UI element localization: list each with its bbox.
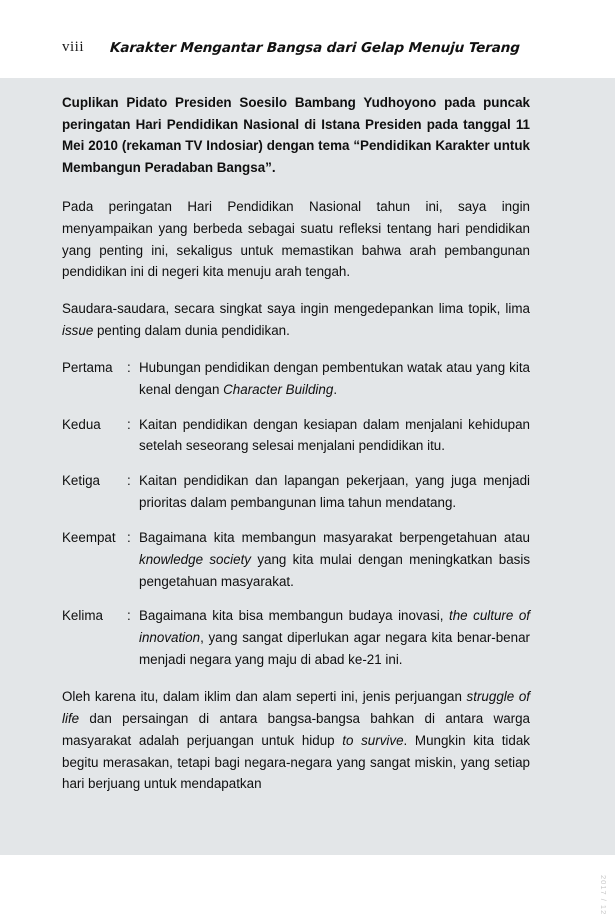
topic-text-part1: Kaitan pendidikan dan lapangan pekerjaan, yang juga menjadi prioritas dalam pembangunan lima tahun mendatang.: [139, 473, 530, 511]
topic-italic-culture-of-innovation: the culture of innovation: [139, 608, 530, 646]
paragraph-3-italic-struggle-of-life: struggle of life: [62, 689, 530, 726]
topic-text-part2: , yang sangat diperlukan agar negara kita benar-benar menjadi negara yang maju di abad ke-21 ini.: [139, 630, 530, 668]
topic-row: [62, 527, 530, 593]
topic-body-ketiga: [139, 470, 530, 514]
topic-body-pertama: [139, 357, 530, 401]
topic-row: [62, 357, 530, 401]
topic-text-part1: Hubungan pendidikan dengan pembentukan watak atau yang kita kenal dengan: [139, 359, 530, 397]
topic-row: [62, 414, 530, 458]
topic-colon: :: [127, 529, 131, 545]
paragraph-3: [62, 686, 530, 795]
topic-label-kelima: Kelima: [62, 608, 103, 624]
paragraph-2-part1: Saudara-saudara, secara singkat saya ingin mengedepankan lima topik, lima: [62, 301, 530, 317]
topic-colon: :: [127, 416, 131, 432]
topic-row: [62, 470, 530, 514]
paragraph-2-italic-issue: issue: [62, 323, 94, 339]
topic-body-kelima: [139, 605, 530, 671]
lead-paragraph: [62, 92, 530, 179]
topic-list: [62, 357, 530, 671]
topic-text-part1: Bagaimana kita bisa membangun budaya inovasi,: [139, 608, 449, 624]
topic-italic-knowledge-society: knowledge society: [139, 551, 252, 567]
paragraph-3-part1: Oleh karena itu, dalam iklim dan alam seperti ini, jenis perjuangan: [62, 689, 467, 704]
lead-paragraph-part1: Cuplikan Pidato Presiden Soesilo Bambang Yudhoyono pada puncak peringatan Hari Pendidikan Nasional di Istana Presiden pada tanggal 11 Mei 2010 (rekaman TV Indosiar) dengan tema: [62, 95, 530, 154]
page-folio: viii: [62, 39, 85, 55]
topic-label-ketiga: Ketiga: [62, 473, 100, 489]
content-band: [0, 78, 615, 855]
topic-text-part2: .: [333, 381, 338, 397]
paragraph-3-italic-to-survive: to survive: [342, 732, 404, 748]
topic-colon: :: [127, 608, 131, 624]
lead-paragraph-quote: “Pendidikan Karakter untuk Membangun Peradaban Bangsa”.: [62, 138, 530, 176]
topic-label-pertama: Pertama: [62, 359, 113, 375]
topic-colon: :: [127, 359, 131, 375]
topic-text-part1: Bagaimana kita membangun masyarakat berpengetahuan atau: [139, 529, 530, 545]
paragraph-1: Pada peringatan Hari Pendidikan Nasional tahun ini, saya ingin menyampaikan yang berbeda sebagai suatu refleksi tentang hari pendidikan yang penting ini, sekaligus untuk memastikan bahwa arah pembangunan pendidikan ini di negeri kita menuju arah tengah.: [62, 198, 530, 280]
paragraph-2-part2: penting dalam dunia pendidikan.: [93, 323, 290, 339]
paragraph-2: [62, 298, 530, 342]
topic-text-part2: yang kita mulai dengan meningkatkan basis pengetahuan masyarakat.: [139, 551, 531, 589]
topic-row: [62, 605, 530, 671]
page-header: [0, 0, 615, 78]
paragraph-3-part2: dan persaingan di antara bangsa-bangsa bahkan di antara warga masyarakat adalah perjuangan untuk hidup: [62, 710, 530, 748]
topic-body-keempat: [139, 527, 530, 593]
topic-label-kedua: Kedua: [62, 416, 101, 432]
topic-body-kedua: [139, 414, 530, 458]
topic-italic-character-building: Character Building: [223, 381, 334, 397]
topic-text-part1: Kaitan pendidikan dengan kesiapan dalam menjalani kehidupan setelah seseorang selesai menjalani pendidikan itu.: [139, 416, 530, 454]
margin-stamp: 2017 / 12: [599, 874, 608, 915]
text-column: [62, 92, 530, 795]
paragraph-3-part3: . Mungkin kita tidak begitu merasakan, tetapi bagi negara-negara yang sangat miskin, yang setiap hari berjuang untuk mendapatkan: [62, 732, 530, 792]
topic-label-keempat: Keempat: [62, 529, 116, 545]
topic-colon: :: [127, 473, 131, 489]
running-title: Karakter Mengantar Bangsa dari Gelap Menuju Terang: [109, 40, 521, 56]
